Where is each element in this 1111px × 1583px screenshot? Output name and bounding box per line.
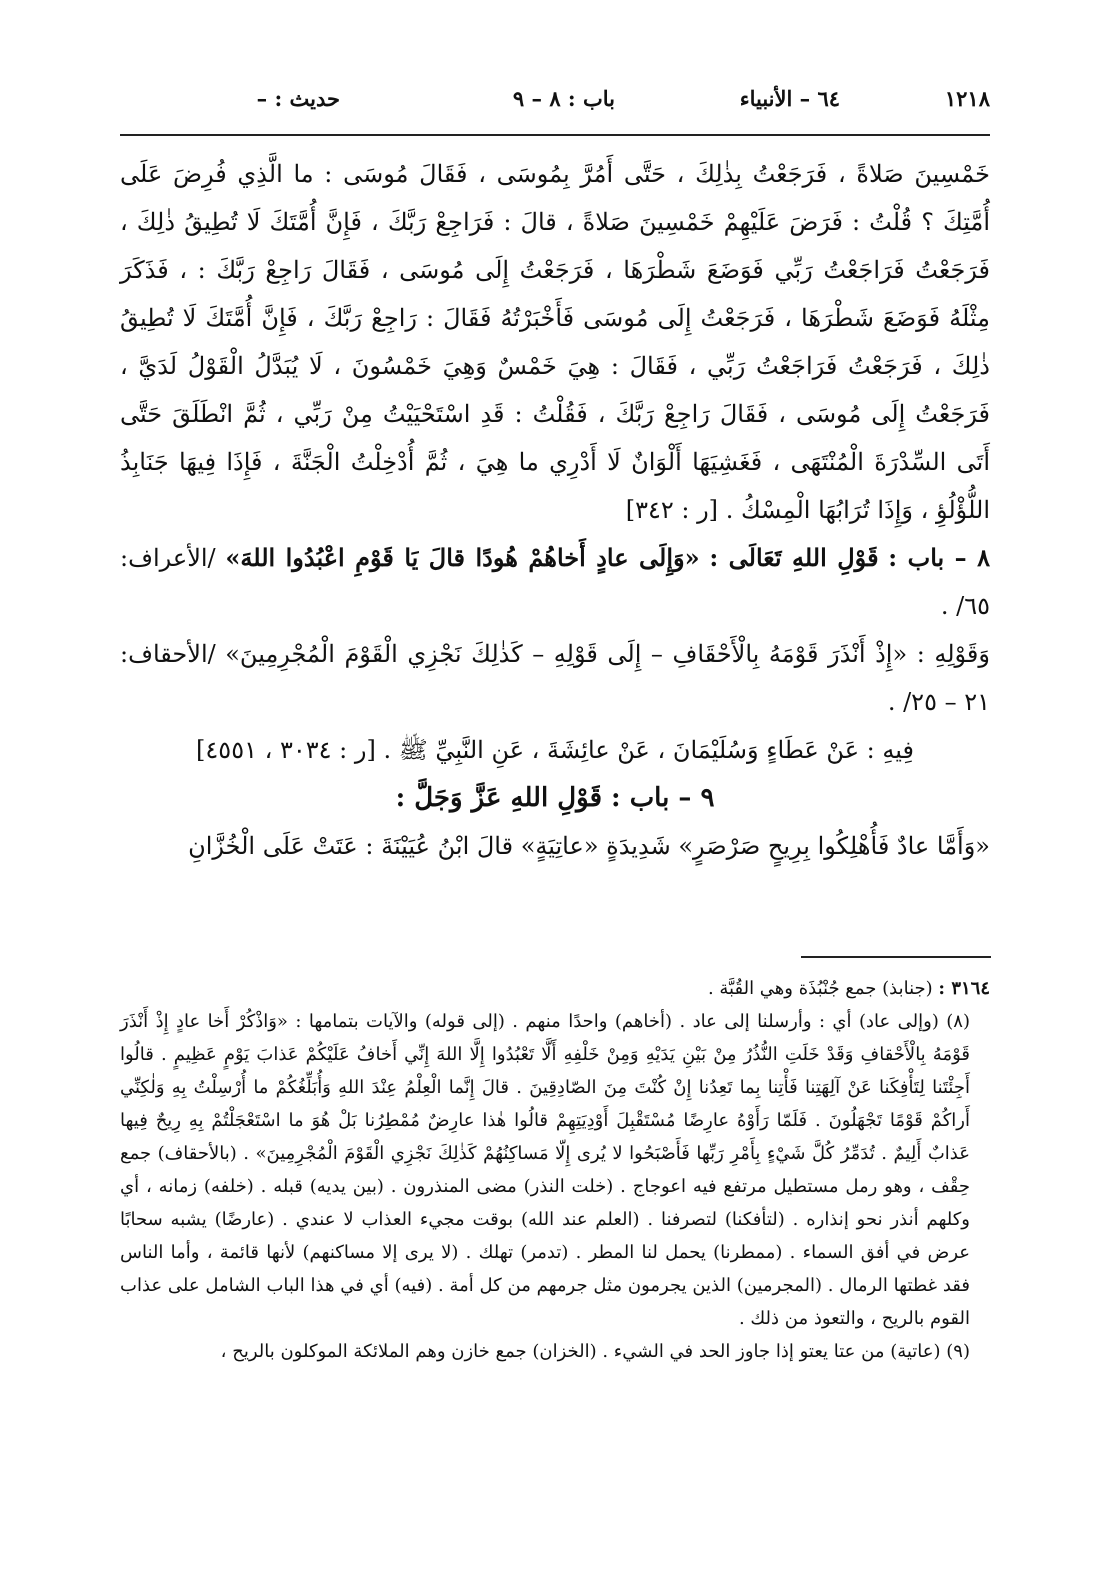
footnotes [120,972,990,1368]
page-number: ١٢١٨ [944,86,990,111]
book-title: ٦٤ – الأنبياء [739,86,840,111]
footnote-bab8: (٨) (وإلى عاد) أي : وأرسلنا إلى عاد . (أخاهم) واحدًا منهم . (إلى قوله) والآيات بتمامها : «وَاذْكُرْ أَخا عادٍ إِذْ أَنْذَرَ قَوْمَهُ بِالْأَحْقافِ وَقَدْ خَلَتِ النُّذُرُ مِنْ بَيْنِ يَدَيْهِ وَمِنْ خَلْفِهِ أَلَّا تَعْبُدُوا إِلَّا اللهَ إِنِّي أَخافُ عَلَيْكُمْ عَذابَ يَوْمٍ عَظِيمٍ . قالُوا أَجِئْتَنا لِتَأْفِكَنا عَنْ آلِهَتِنا فَأْتِنا بِما تَعِدُنا إِنْ كُنْتَ مِنَ الصّادِقِينَ . قالَ إِنَّما الْعِلْمُ عِنْدَ اللهِ وَأُبَلِّغُكُمْ ما أُرْسِلْتُ بِهِ وَلٰكِنِّي أَراكُمْ قَوْمًا تَجْهَلُونَ . فَلَمّا رَأَوْهُ عارِضًا مُسْتَقْبِلَ أَوْدِيَتِهِمْ قالُوا هٰذا عارِضٌ مُمْطِرُنا بَلْ هُوَ ما اسْتَعْجَلْتُمْ بِهِ رِيحٌ فِيها عَذابٌ أَلِيمٌ . تُدَمِّرُ كُلَّ شَيْءٍ بِأَمْرِ رَبِّها فَأَصْبَحُوا لا يُرى إِلّا مَساكِنُهُمْ كَذٰلِكَ نَجْزِي الْقَوْمَ الْمُجْرِمِينَ» . (بالأحقاف) جمع حِقْف ، وهو رمل مستطيل مرتفع فيه اعوجاج . (خلت النذر) مضى المنذرون . (بين يديه) قبله . (خلفه) زمانه ، أي وكلهم أنذر نحو إنذاره . (لتأفكنا) لتصرفنا . (العلم عند الله) بوقت مجيء العذاب لا عندي . (عارضًا) يشبه سحابًا عرض في أفق السماء . (ممطرنا) يحمل لنا المطر . (تدمر) تهلك . (لا يرى إلا مساكنهم) لأنها قائمة ، وأما الناس فقد غطتها الرمال . (المجرمين) الذين يجرمون مثل جرمهم من كل أمة . (فيه) أي في هذا الباب الشامل على عذاب القوم بالريح ، والتعوذ من ذلك . [120,1011,970,1329]
bab8-second-verse: وَقَوْلِهِ : «إِذْ أَنْذَرَ قَوْمَهُ بِالْأَحْقَافِ – إِلَى قَوْلِهِ – كَذٰلِكَ نَجْزِي الْقَوْمَ الْمُجْرِمِينَ» /الأحقاف: ٢١ – ٢٥/ . [120,640,990,716]
hadith-paragraph [120,150,990,534]
hadith-reference: [ر : ٣٤٢] [625,496,719,524]
footnote-divider [801,956,991,958]
bab8-chain [120,726,990,774]
header-divider [120,134,990,136]
bab8-quran-verse: «وَإِلَى عادٍ أَخاهُمْ هُودًا قالَ يَا قَوْمِ اعْبُدُوا اللهَ» [225,543,700,572]
bab8-number: ٨ – باب : [888,543,990,572]
footnote-bab9: (٩) (عاتية) من عتا يعتو إذا جاوز الحد في الشيء . (الخزان) جمع خازن وهم الملائكة الموكلون بالريح ، [220,1341,970,1362]
hadith-text: خَمْسِينَ صَلاةً ، فَرَجَعْتُ بِذٰلِكَ ، حَتَّى أَمُرَّ بِمُوسَى ، فَقَالَ مُوسَى : ما الَّذِي فُرِضَ عَلَى أُمَّتِكَ ؟ قُلْتُ : فَرَضَ عَلَيْهِمْ خَمْسِينَ صَلاةً ، قالَ : فَرَاجِعْ رَبَّكَ ، فَإِنَّ أُمَّتَكَ لَا تُطِيقُ ذٰلِكَ ، فَرَجَعْتُ فَرَاجَعْتُ رَبِّي فَوَضَعَ شَطْرَهَا ، فَرَجَعْتُ إِلَى مُوسَى ، فَقَالَ رَاجِعْ رَبَّكَ : ، فَذَكَرَ مِثْلَهُ فَوَضَعَ شَطْرَهَا ، فَرَجَعْتُ إِلَى مُوسَى فَأَخْبَرْتُهُ فَقَالَ : رَاجِعْ رَبَّكَ ، فَإِنَّ أُمَّتَكَ لَا تُطِيقُ ذٰلِكَ ، فَرَجَعْتُ فَرَاجَعْتُ رَبِّي ، فَقَالَ : هِيَ خَمْسٌ وَهِيَ خَمْسُونَ ، لَا يُبَدَّلُ الْقَوْلُ لَدَيَّ ، فَرَجَعْتُ إِلَى مُوسَى ، فَقَالَ رَاجِعْ رَبَّكَ ، فَقُلْتُ : قَدِ اسْتَحْيَيْتُ مِنْ رَبِّي ، ثُمَّ انْطَلَقَ حَتَّى أَتَى السِّدْرَةَ الْمُنْتَهَى ، فَغَشِيَهَا أَلْوَانٌ لَا أَدْرِي ما هِيَ ، ثُمَّ أُدْخِلْتُ الْجَنَّةَ ، فَإِذَا فِيهَا جَنَابِذُ اللُّؤْلُؤِ ، وَإِذَا تُرَابُهَا الْمِسْكُ . [120,160,991,524]
footnote-number: ٣١٦٤ : [938,978,990,999]
bab8-verse-ref: /الأعراف: ٦٥/ . [120,544,990,620]
hadith-range: حديث : – [256,86,340,111]
footnote-3164 [120,972,990,1005]
bab8-chain-ref: [ر : ٣٠٣٤ ، ٤٥٥١] [196,736,376,764]
bab8-chain-text: فِيهِ : عَنْ عَطَاءٍ وَسُلَيْمَانَ ، عَنْ عائِشَةَ ، عَنِ النَّبِيِّ ﷺ . [383,736,914,764]
page-header [120,86,990,126]
bab9-heading: ٩ – باب : قَوْلِ اللهِ عَزَّ وَجَلَّ : [395,783,715,813]
bab8-heading [120,534,990,630]
main-text [120,150,990,870]
bab9-text: «وَأَمَّا عادٌ فَأُهْلِكُوا بِرِيحٍ صَرْصَرٍ» شَدِيدَةٍ «عاتِيَةٍ» قالَ ابْنُ عُيَيْنَةَ : عَتَتْ عَلَى الْخُزَّانِ [188,832,990,860]
bab8-title: قَوْلِ اللهِ تَعَالَى : [709,543,879,572]
footnote-3164-text: (جنابذ) جمع جُنْبُذَة وهي القُبَّة . [707,978,933,999]
bab-range: باب : ٨ – ٩ [512,86,615,111]
